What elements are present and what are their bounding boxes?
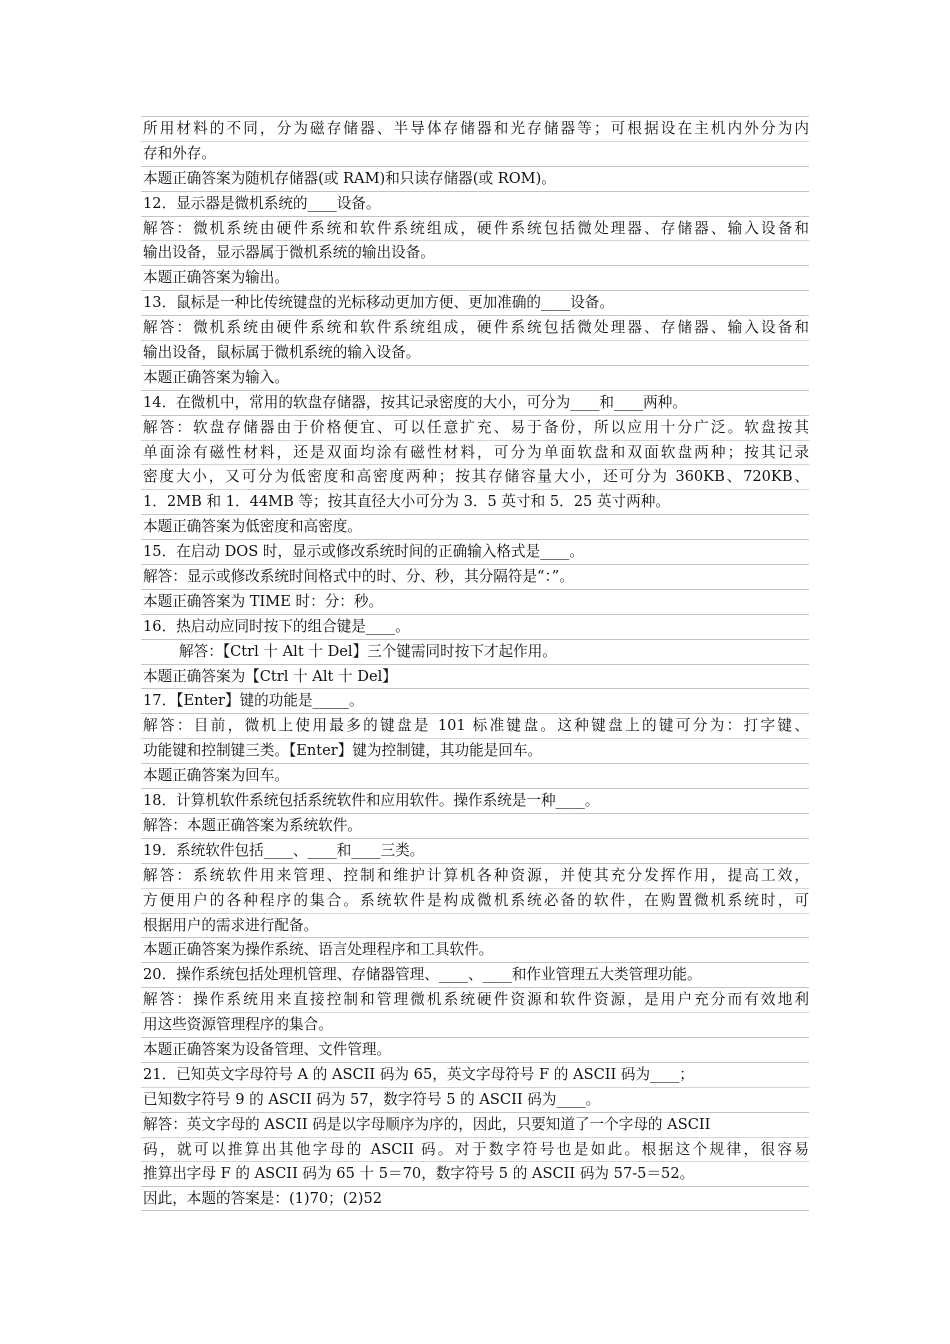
text-line: 功能键和控制键三类。【Enter】键为控制键，其功能是回车。 bbox=[141, 738, 809, 763]
text-line: 存和外存。 bbox=[141, 141, 809, 166]
text-line: 本题正确答案为随机存储器(或 RAM)和只读存储器(或 ROM)。 bbox=[141, 166, 809, 191]
text-line: 17．【Enter】键的功能是_____。 bbox=[141, 688, 809, 713]
text-line: 20．操作系统包括处理机管理、存储器管理、____、____和作业管理五大类管理功能。 bbox=[141, 962, 809, 987]
text-line: 本题正确答案为设备管理、文件管理。 bbox=[141, 1037, 809, 1062]
text-line: 码，就可以推算出其他字母的 ASCII 码。对于数字符号也是如此。根据这个规律，很容易 bbox=[141, 1137, 809, 1162]
text-line: 解答：英文字母的 ASCII 码是以字母顺序为序的，因此，只要知道了一个字母的 ASCII bbox=[141, 1112, 809, 1137]
text-line: 本题正确答案为【Ctrl 十 Alt 十 Del】 bbox=[141, 664, 809, 689]
text-line: 解答：目前，微机上使用最多的键盘是 101 标准键盘。这种键盘上的键可分为：打字键、 bbox=[141, 713, 809, 738]
text-line: 16．热启动应同时按下的组合键是____。 bbox=[141, 614, 809, 639]
text-line: 本题正确答案为 TIME 时：分：秒。 bbox=[141, 589, 809, 614]
text-line: 本题正确答案为低密度和高密度。 bbox=[141, 514, 809, 539]
text-line: 解答：【Ctrl 十 Alt 十 Del】三个键需同时按下才起作用。 bbox=[141, 639, 809, 664]
text-line: 解答：微机系统由硬件系统和软件系统组成，硬件系统包括微处理器、存储器、输入设备和 bbox=[141, 216, 809, 241]
text-line: 解答：显示或修改系统时间格式中的时、分、秒，其分隔符是“：”。 bbox=[141, 564, 809, 589]
text-line: 本题正确答案为输入。 bbox=[141, 365, 809, 390]
text-line: 推算出字母 F 的 ASCII 码为 65 十 5＝70，数字符号 5 的 ASCII 码为 57-5＝52。 bbox=[141, 1161, 809, 1186]
text-line: 13．鼠标是一种比传统键盘的光标移动更加方便、更加准确的____设备。 bbox=[141, 290, 809, 315]
text-line: 本题正确答案为输出。 bbox=[141, 265, 809, 290]
text-line: 所用材料的不同，分为磁存储器、半导体存储器和光存储器等；可根据设在主机内外分为内 bbox=[141, 116, 809, 141]
text-line: 用这些资源管理程序的集合。 bbox=[141, 1012, 809, 1037]
text-line: 因此，本题的答案是：(1)70；(2)52 bbox=[141, 1186, 809, 1211]
text-line: 密度大小，又可分为低密度和高密度两种；按其存储容量大小，还可分为 360KB、720KB、 bbox=[141, 464, 809, 489]
text-line: 解答：软盘存储器由于价格便宜、可以任意扩充、易于备份，所以应用十分广泛。软盘按其 bbox=[141, 415, 809, 440]
text-line: 本题正确答案为回车。 bbox=[141, 763, 809, 788]
text-line: 19．系统软件包括____、____和____三类。 bbox=[141, 838, 809, 863]
text-line: 根据用户的需求进行配备。 bbox=[141, 913, 809, 938]
text-line: 本题正确答案为操作系统、语言处理程序和工具软件。 bbox=[141, 937, 809, 962]
text-line: 21．已知英文字母符号 A 的 ASCII 码为 65，英文字母符号 F 的 ASCII 码为____； bbox=[141, 1062, 809, 1087]
document-page bbox=[141, 116, 809, 1211]
text-line: 方便用户的各种程序的集合。系统软件是构成微机系统必备的软件，在购置微机系统时，可 bbox=[141, 888, 809, 913]
text-line: 解答：系统软件用来管理、控制和维护计算机各种资源，并使其充分发挥作用，提高工效， bbox=[141, 863, 809, 888]
text-line: 1．2MB 和 1．44MB 等；按其直径大小可分为 3．5 英寸和 5．25 英寸两种。 bbox=[141, 489, 809, 514]
text-line: 解答：操作系统用来直接控制和管理微机系统硬件资源和软件资源，是用户充分而有效地利 bbox=[141, 987, 809, 1012]
text-line: 解答：本题正确答案为系统软件。 bbox=[141, 813, 809, 838]
text-line: 已知数字符号 9 的 ASCII 码为 57，数字符号 5 的 ASCII 码为____。 bbox=[141, 1087, 809, 1112]
text-line: 解答：微机系统由硬件系统和软件系统组成，硬件系统包括微处理器、存储器、输入设备和 bbox=[141, 315, 809, 340]
text-line: 15．在启动 DOS 时，显示或修改系统时间的正确输入格式是____。 bbox=[141, 539, 809, 564]
text-line: 单面涂有磁性材料，还是双面均涂有磁性材料，可分为单面软盘和双面软盘两种；按其记录 bbox=[141, 440, 809, 465]
text-line: 输出设备，鼠标属于微机系统的输入设备。 bbox=[141, 340, 809, 365]
text-line: 18．计算机软件系统包括系统软件和应用软件。操作系统是一种____。 bbox=[141, 788, 809, 813]
text-line: 输出设备，显示器属于微机系统的输出设备。 bbox=[141, 240, 809, 265]
text-line: 12．显示器是微机系统的____设备。 bbox=[141, 191, 809, 216]
text-line: 14．在微机中，常用的软盘存储器，按其记录密度的大小，可分为____和____两种。 bbox=[141, 390, 809, 415]
